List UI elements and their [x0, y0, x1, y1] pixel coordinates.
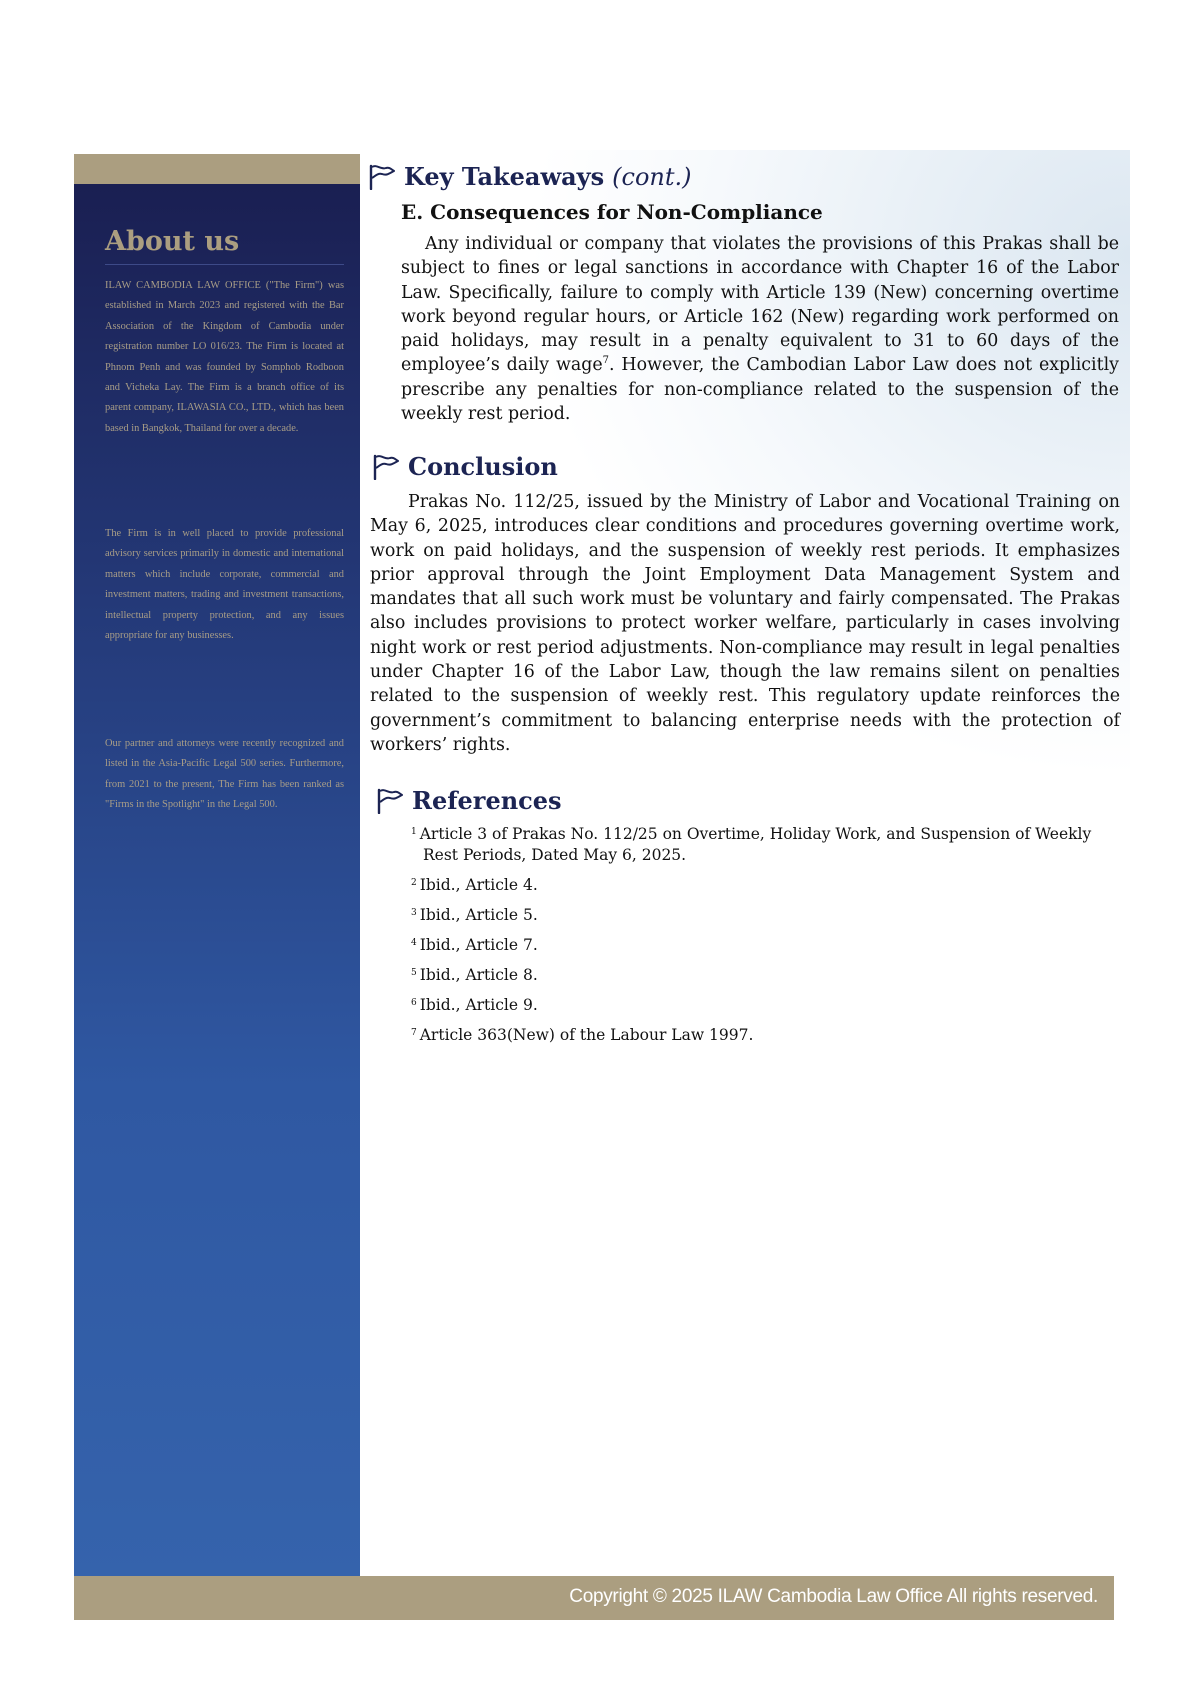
conclusion-paragraph: Prakas No. 112/25, issued by the Ministry of Labor and Vocational Training on May 6, 2025, introduces clear conditions and procedures governing overtime work, work on paid holidays, and the suspension of weekly rest periods. It emphasizes prior approval through the Joint Employment Data Management System and mandates that all such work must be voluntary and fairly compensated. The Prakas also includes provisions to protect worker welfare, particularly in cases involving night work or rest period adjustments. Non-compliance may result in legal penalties under Chapter 16 of the Labor Law, though the law remains silent on penalties related to the suspension of weekly rest. This regulatory update reinforces the government’s commitment to balancing enterprise needs with the protection of workers’ rights. [370, 492, 1120, 755]
reference-text: Ibid., Article 8. [419, 966, 538, 984]
reference-number: 7 [411, 1028, 417, 1038]
reference-item [411, 903, 1121, 926]
reference-item [411, 1023, 1121, 1046]
reference-item [411, 873, 1121, 896]
reference-text: Ibid., Article 9. [419, 996, 538, 1014]
copyright-text: Copyright © 2025 ILAW Cambodia Law Office All rights reserved. [569, 1586, 1098, 1607]
about-divider [105, 264, 344, 265]
non-compliance-paragraph [401, 232, 1119, 426]
non-compliance-text-cont: . However, the Cambodian Labor Law does not explicitly prescribe any penalties for non-compliance related to the suspension of the weekly rest period. [401, 355, 1119, 425]
reference-item [411, 993, 1121, 1016]
references-title: References [412, 786, 562, 815]
key-takeaways-suffix: (cont.) [612, 162, 692, 191]
flag-icon [372, 454, 400, 480]
conclusion-heading [372, 452, 558, 481]
about-title: About us [105, 226, 240, 257]
reference-number: 4 [411, 938, 417, 948]
reference-text: Ibid., Article 7. [419, 936, 538, 954]
non-compliance-subheading: E. Consequences for Non-Compliance [401, 200, 823, 224]
about-sidebar [74, 184, 360, 1576]
flag-icon [376, 788, 404, 814]
reference-number: 3 [411, 908, 417, 918]
key-takeaways-title: Key Takeaways [404, 162, 605, 191]
reference-text: Ibid., Article 4. [419, 876, 538, 894]
conclusion-title: Conclusion [408, 452, 558, 481]
references-heading [376, 786, 562, 815]
about-paragraph: The Firm is in well placed to provide professional advisory services primarily in domestic and international matters which include corporate, commercial and investment matters, trading and investment transactions, intellectual property protection, and any issues appropriate for any businesses. [105, 528, 344, 642]
reference-item [411, 822, 1121, 866]
reference-number: 1 [411, 827, 417, 837]
sidebar-top-band [74, 154, 360, 184]
flag-icon [368, 164, 396, 190]
reference-number: 6 [411, 998, 417, 1008]
about-paragraph: Our partner and attorneys were recently recognized and listed in the Asia-Pacific Legal 500 series. Furthermore, from 2021 to the present, The Firm has been ranked as "Firms in the Spotlight" in the Legal 500. [105, 738, 344, 811]
references-list [411, 822, 1121, 1053]
reference-number: 5 [411, 968, 417, 978]
non-compliance-text: Any individual or company that violates the provisions of this Prakas shall be subject to fines or legal sanctions in accordance with Chapter 16 of the Labor Law. Specifically, failure to comply with Article 139 (New) concerning overtime work beyond regular hours, or Article 162 (New) regarding work performed on paid holidays, may result in a penalty equivalent to 31 to 60 days of the employee’s daily wage [401, 234, 1119, 376]
reference-text: Ibid., Article 5. [419, 906, 538, 924]
reference-item [411, 963, 1121, 986]
footer-bar [74, 1576, 1114, 1620]
reference-item [411, 933, 1121, 956]
footnote-marker: 7 [602, 355, 610, 367]
key-takeaways-heading [368, 162, 692, 191]
reference-text: Article 3 of Prakas No. 112/25 on Overtime, Holiday Work, and Suspension of Weekly Rest Periods, Dated May 6, 2025. [419, 825, 1092, 864]
reference-text: Article 363(New) of the Labour Law 1997. [419, 1026, 754, 1044]
reference-number: 2 [411, 878, 417, 888]
about-paragraph: ILAW CAMBODIA LAW OFFICE ("The Firm") was established in March 2023 and registered with the Bar Association of the Kingdom of Cambodia under registration number LO 016/23. The Firm is located at Phnom Penh and was founded by Somphob Rodboon and Vicheka Lay. The Firm is a branch office of its parent company, ILAWASIA CO., LTD., which has been based in Bangkok, Thailand for over a decade. [105, 280, 344, 434]
